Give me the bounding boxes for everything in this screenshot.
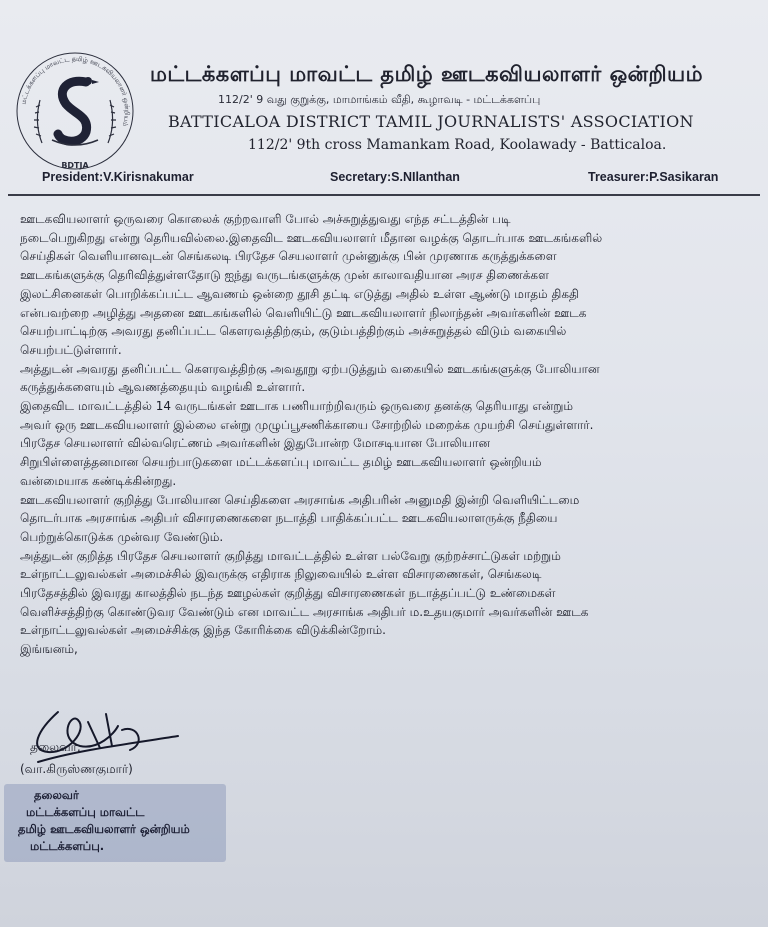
body-line: உள்நாட்டலுவல்கள் அமைச்சிக்கு இந்த கோரிக்கை விடுக்கின்றோம். [20,623,386,638]
body-line: ஊடகவியலாளர் குறித்து போலியான செய்திகளை அரசாங்க அதிபரின் அனுமதி இன்றி வெளியிட்டமை [20,492,580,507]
secretary-line: Secretary:S.NIlanthan [330,170,460,184]
logo-emblem-icon [12,48,138,174]
body-line: செயற்பட்டுள்ளார். [20,342,122,357]
stamp-line-2: மட்டக்களப்பு மாவட்ட [26,805,145,819]
body-line: வன்மையாக கண்டிக்கின்றது. [20,473,177,488]
address-english: 112/2' 9th cross Mamankam Road, Koolawady - Batticaloa. [248,137,667,153]
body-line: இங்ஙனம், [20,642,78,657]
logo-abbreviation: BDTJA [61,161,89,170]
stamp-line-3: தமிழ் ஊடகவியலாளர் ஒன்றியம் [18,822,190,836]
body-line: இதைவிட மாவட்டத்தில் 14 வருடங்கள் ஊடாக பணியாற்றிவரும் ஒருவரை தனக்கு தெரியாது என்றும் [20,399,574,414]
body-line: நடைபெறுகிறது என்று தெரியவில்லை.இதைவிட ஊடகவியலாளர் மீதான வழக்கு தொடர்பாக ஊடகங்களில் [20,230,603,245]
body-line: செயற்பாட்டிற்கு அவரது தனிப்பட்ட கௌரவத்திற்கும், குடும்பத்திற்கும் அச்சுறுத்தல் விடும் வகையில் [20,324,567,339]
header-divider [8,194,760,196]
body-line: ஊடகங்களுக்கு தெரிவித்துள்ளதோடு ஐந்து வருடங்களுக்கு முன் காலாவதியான அரச திணைக்கள [20,268,549,283]
stamp-line-4: மட்டக்களப்பு. [30,839,105,853]
body-line: பெற்றுக்கொடுக்க முன்வர வேண்டும். [20,529,224,544]
address-tamil: 112/2' 9 வது குறுக்கு, மாமாங்கம் வீதி, கூழாவடி - மட்டக்களப்பு [218,93,541,106]
stamp-line-1: தலைவர் [34,788,79,802]
body-line: பிரதேசத்தில் இவரது காலத்தில் நடந்த ஊழல்கள் குறித்து விசாரணைகள் நடாத்தப்பட்டு உண்மைகள் [20,586,556,601]
body-line: அவர் ஒரு ஊடகவியலாளர் இல்லை என்று முழுப்பூசணிக்காயை சோற்றில் மறைக்க முயற்சி செய்துள்ளார். [20,417,594,432]
body-line: தொடர்பாக அரசாங்க அதிபர் விசாரணைகளை நடாத்தி பாதிக்கப்பட்ட ஊடகவியலாளருக்கு நீதியை [20,511,558,526]
treasurer-line: Treasurer:P.Sasikaran [588,170,719,184]
body-line: வெளிச்சத்திற்கு கொண்டுவர வேண்டும் என மாவட்ட அரசாங்க அதிபர் ம.உதயகுமார் அவர்களின் ஊடக [20,604,589,619]
body-line: என்பவற்றை அழித்து அதனை ஊடகங்களில் வெளியிட்டு ஊடகவியலாளர் நிலாந்தன் அவர்களின் ஊடக [20,305,587,320]
body-line: உள்நாட்டலுவல்கள் அமைச்சில் இவருக்கு எதிராக நிலுவையில் உள்ள விசாரணைகள், செங்கலடி [20,567,542,582]
logo-ring-text: மட்டக்களப்பு மாவட்ட தமிழ் ஊடகவியலாளர் ஒன்றியம் [19,54,132,128]
body-line: சிறுபிள்ளைத்தனமான செயற்பாடுகளை மட்டக்களப்பு மாவட்ட தமிழ் ஊடகவியலாளர் ஒன்றியம் [20,455,542,470]
body-line: இலட்சினைகள் பொறிக்கப்பட்ட ஆவணம் ஒன்றை தூசி தட்டி எடுத்து அதில் உள்ள ஆண்டு மாதம் திகதி [20,286,579,301]
association-logo [12,48,138,174]
body-line: பிரதேச செயலாளர் வில்வரெட்ணம் அவர்களின் இதுபோன்ற மோசடியான போலியான [20,436,490,451]
letter-body [20,210,750,659]
body-line: கருத்துக்களையும் ஆவணத்தையும் வழங்கி உள்ளார். [20,380,306,395]
title-english: BATTICALOA DISTRICT TAMIL JOURNALISTS' ASSOCIATION [168,112,694,131]
signature-title: தலைவர், [30,740,81,754]
body-line: ஊடகவியலாளர் ஒருவரை கொலைக் குற்றவாளி போல் அச்சுறுத்துவது எந்த சட்டத்தின் படி [20,212,511,226]
body-line: அத்துடன் அவரது தனிப்பட்ட கௌரவத்திற்கு அவதூறு ஏற்படுத்தும் வகையில் ஊடகங்களுக்கு போலியான [20,361,600,376]
signatory-name: (வா.கிருஸ்ணகுமார்) [20,762,133,776]
title-tamil: மட்டக்களப்பு மாவட்ட தமிழ் ஊடகவியலாளர் ஒன்றியம் [150,62,704,86]
body-line: அத்துடன் குறித்த பிரதேச செயலாளர் குறித்து மாவட்டத்தில் உள்ள பல்வேறு குற்றச்சாட்டுகள் மற்றும் [20,548,561,563]
president-line: President:V.Kirisnakumar [42,170,194,184]
official-stamp [4,784,226,862]
body-line: செய்திகள் வெளியானவுடன் செங்கலடி பிரதேச செயலாளர் முன்னுக்கு பின் முரணாக கருத்துக்களை [20,249,557,264]
